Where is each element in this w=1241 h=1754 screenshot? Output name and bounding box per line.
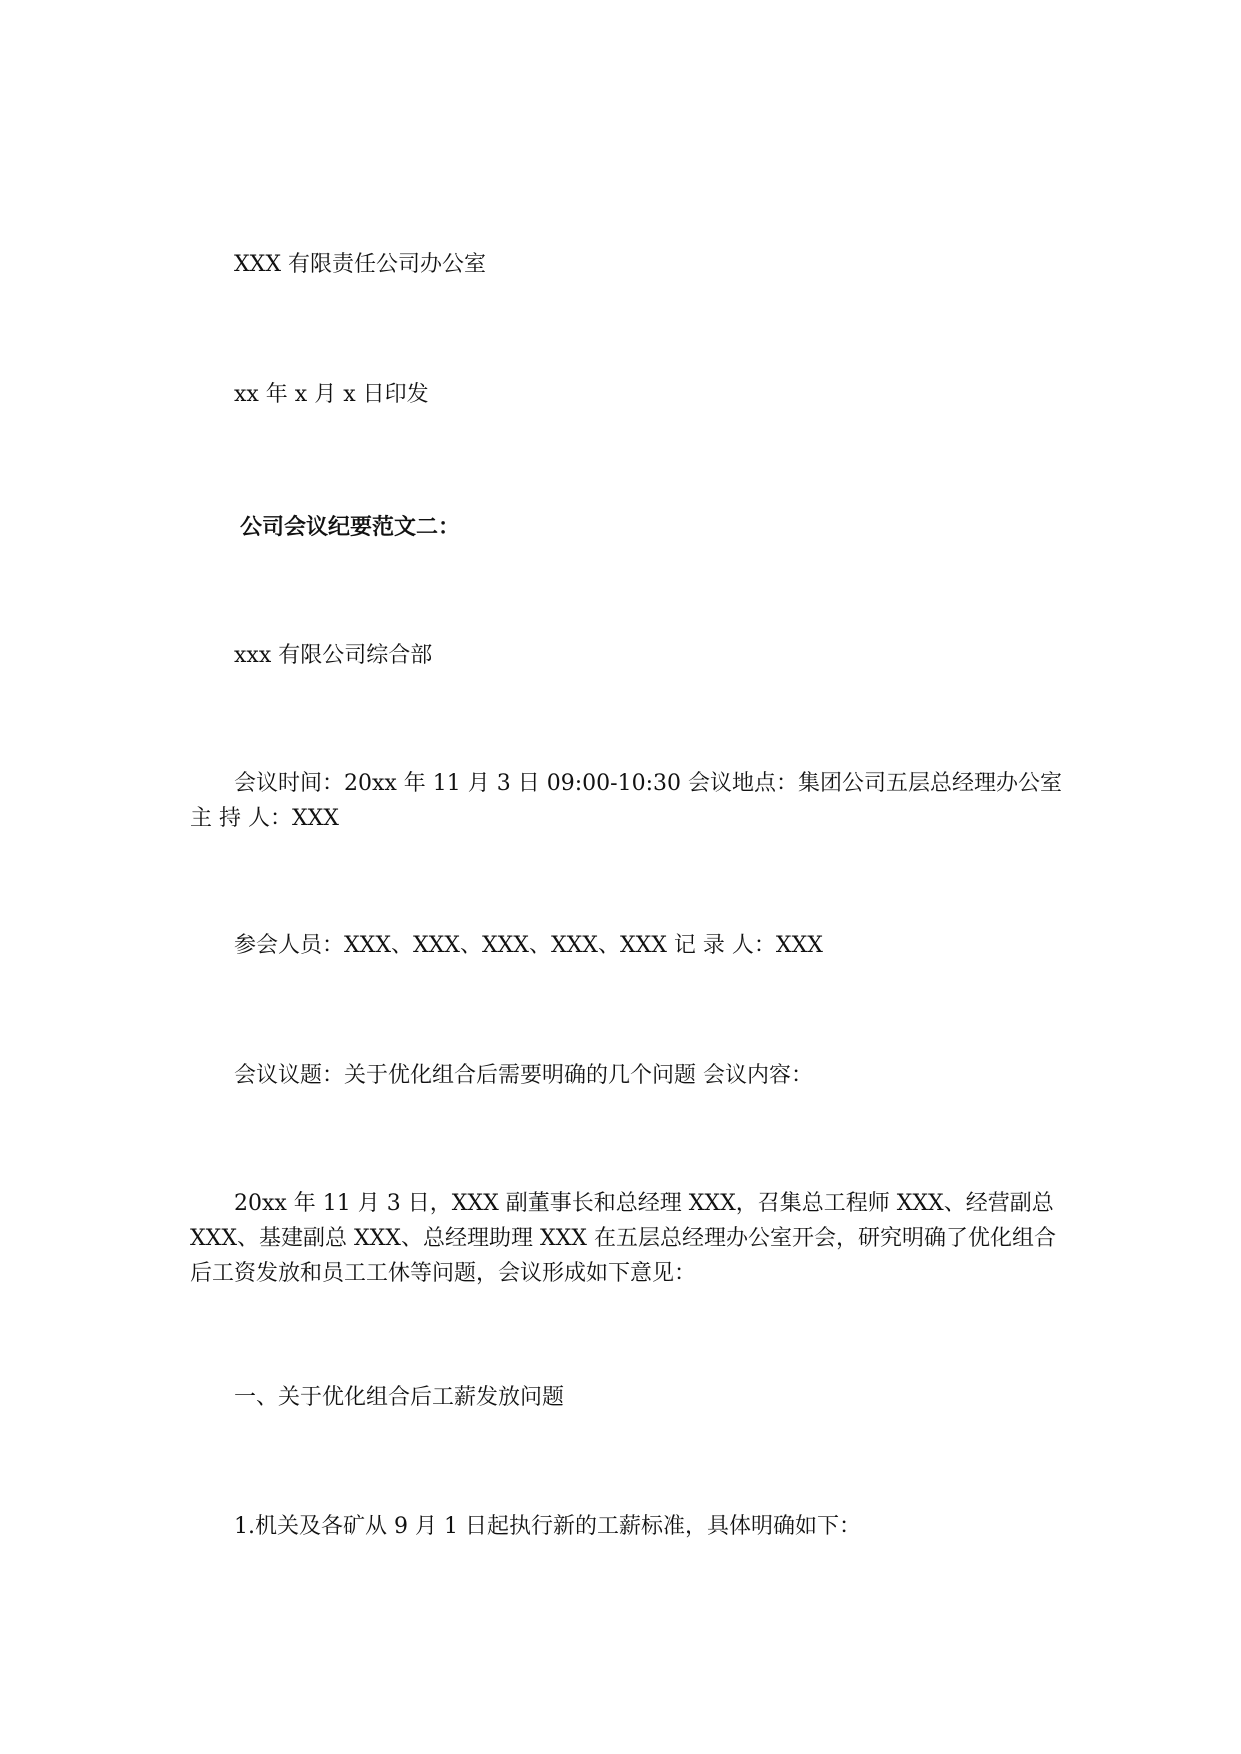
department-line: xxx 有限公司综合部 bbox=[234, 643, 433, 668]
attendees-paragraph: 参会人员：XXX、XXX、XXX、XXX、XXX 记 录 人：XXX bbox=[234, 933, 823, 958]
summary-paragraph: 20xx 年 11 月 3 日，XXX 副董事长和总经理 XXX，召集总工程师 XXX、经营副总 XXX、基建副总 XXX、总经理助理 XXX 在五层总经理办公室开会，研究明确了优化组合后工资发放和员工工休等问题，会议形成如下意见： bbox=[190, 1191, 1056, 1286]
item-one-point-one: 1.机关及各矿从 9 月 1 日起执行新的工薪标准，具体明确如下： bbox=[234, 1514, 861, 1539]
meeting-info-paragraph: 会议时间：20xx 年 11 月 3 日 09:00-10:30 会议地点：集团公司五层总经理办公室主 持 人：XXX bbox=[190, 771, 1062, 831]
issue-date-line: xx 年 x 月 x 日印发 bbox=[234, 382, 429, 407]
topic-paragraph: 会议议题：关于优化组合后需要明确的几个问题 会议内容： bbox=[234, 1063, 813, 1088]
issuer-line: XXX 有限责任公司办公室 bbox=[234, 252, 486, 277]
section-title: 公司会议纪要范文二： bbox=[240, 515, 461, 540]
item-one-heading: 一、关于优化组合后工薪发放问题 bbox=[234, 1385, 565, 1410]
